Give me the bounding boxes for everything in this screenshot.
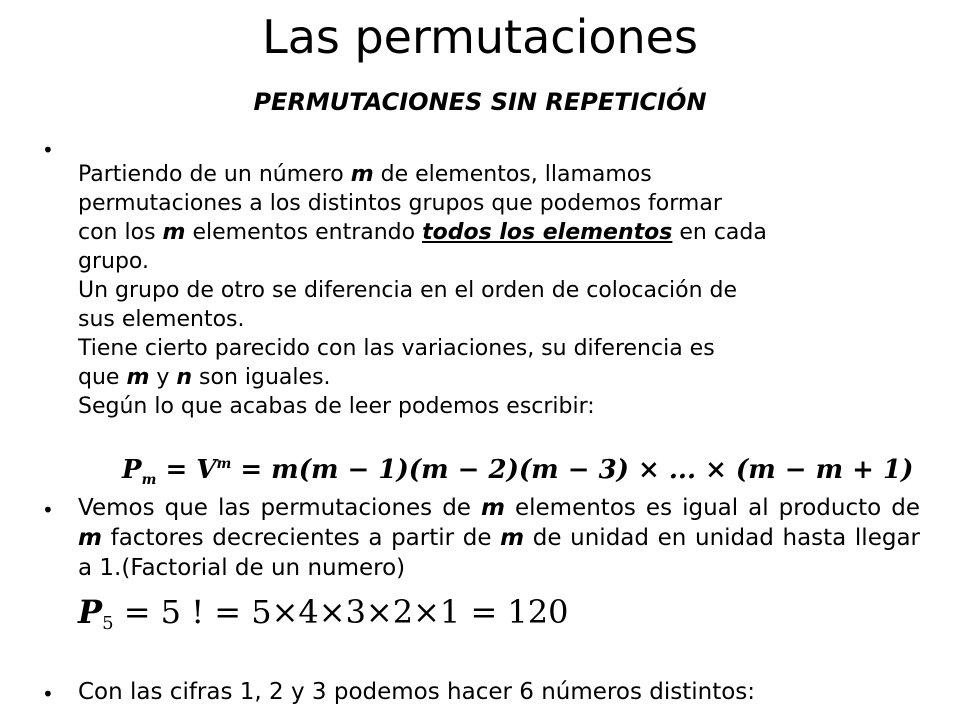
def-line-5: Un grupo de otro se diferencia en el orden de colocación de [78, 278, 738, 303]
example-paragraph: Con las cifras 1, 2 y 3 podemos hacer 6 números distintos: [78, 679, 756, 705]
bullet-dot-3: • [42, 682, 54, 706]
def-line-9: Según lo que acabas de leer podemos escribir: [78, 394, 595, 419]
def-line-2: permutaciones a los distintos grupos que podemos formar [78, 191, 722, 216]
bullet-dot-1: • [42, 138, 54, 162]
emphasis-underline: todos los elementos [422, 220, 673, 245]
factorial-formula: P5 = 5 ! = 5×4×3×2×1 = 120 [78, 593, 569, 634]
factorial-paragraph: Vemos que las permutaciones de m elementos es igual al producto de m factores decrecientes a partir de m de unidad en unidad hasta llegar a 1.(Factorial de un numero) [78, 495, 920, 581]
def-line-1: Partiendo de un número m de elementos, llamamos [78, 162, 652, 187]
bullet-dot-2: • [42, 498, 54, 522]
def-line-3: con los m elementos entrando todos los elementos en cada [78, 220, 767, 245]
slide-title: Las permutaciones [262, 10, 698, 64]
def-line-8: que m y n son iguales. [78, 365, 331, 390]
permutation-formula: $P_m = V^m = m(m - 1)(m - 2)(m - 3)$ × ... × (m − m + 1) [122, 455, 914, 488]
slide-subtitle: PERMUTACIONES SIN REPETICIÓN [253, 88, 707, 116]
def-line-4: grupo. [78, 249, 149, 274]
def-line-7: Tiene cierto parecido con las variaciones, su diferencia es [78, 336, 715, 361]
def-line-6: sus elementos. [78, 307, 245, 332]
definition-paragraph [78, 160, 928, 421]
